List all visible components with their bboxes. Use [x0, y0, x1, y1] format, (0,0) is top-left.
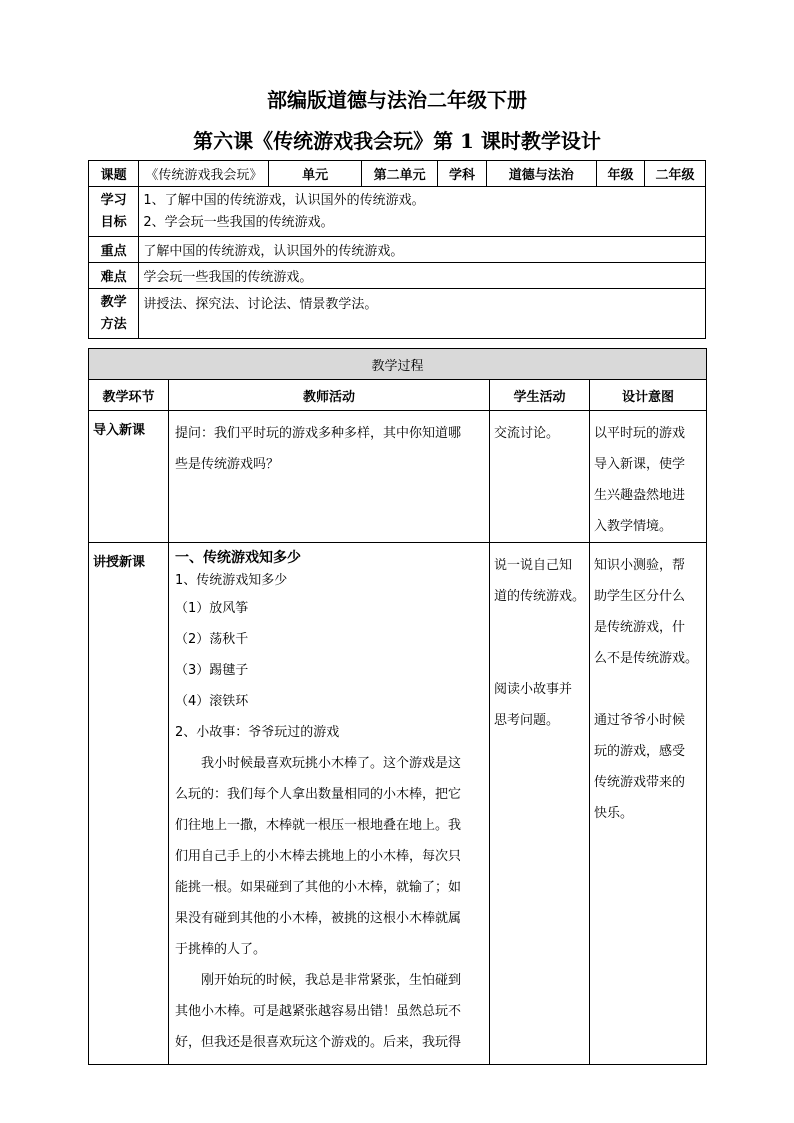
story-line: 好，但我还是很喜欢玩这个游戏的。后来，我玩得	[175, 1035, 462, 1050]
document-title: 部编版道德与法治二年级下册	[267, 88, 527, 112]
goal-item: 1、了解中国的传统游戏，认识国外的传统游戏。	[143, 192, 425, 208]
document-subtitle: 第六课《传统游戏我会玩》第 1 课时教学设计	[193, 129, 601, 153]
story-line: 果没有碰到其他的小木棒，被挑的这根小木棒就属	[175, 911, 462, 926]
story-line: 么玩的：我们每个人拿出数量相同的小木棒，把它	[175, 787, 462, 802]
lecture-intent-line: 传统游戏带来的	[594, 775, 686, 790]
unit-value: 第二单元	[361, 161, 438, 187]
method-label	[89, 289, 139, 339]
lesson-info-table	[88, 160, 706, 339]
lecture-item1: 1、传统游戏知多少	[175, 573, 288, 588]
lecture-intent	[590, 543, 707, 1065]
key-point-label: 重点	[89, 237, 139, 263]
spacer	[594, 674, 702, 705]
lecture-intent-line: 玩的游戏，感受	[594, 744, 686, 759]
intro-intent	[590, 411, 707, 543]
story-line: 我小时候最喜欢玩挑小木棒了。这个游戏是这	[201, 756, 462, 771]
intro-teacher-line: 提问：我们平时玩的游戏多种多样，其中你知道哪	[175, 426, 462, 441]
intro-stage-label: 导入新课	[93, 423, 146, 438]
intro-teacher-line: 些是传统游戏吗？	[175, 457, 280, 472]
story-line: 们用自己手上的小木棒去挑地上的小木棒，每次只	[175, 849, 462, 864]
grade-value: 二年级	[645, 161, 706, 187]
story-line: 能挑一根。如果碰到了其他的小木棒，就输了；如	[175, 880, 462, 895]
key-point-value: 了解中国的传统游戏，认识国外的传统游戏。	[139, 237, 706, 263]
topic-label: 课题	[89, 161, 139, 187]
subject-label: 学科	[438, 161, 486, 187]
teaching-process-table	[88, 348, 707, 1065]
difficulty-label: 难点	[89, 263, 139, 289]
lecture-intent-line: 通过爷爷小时候	[594, 713, 686, 728]
goals-label-line1: 学习	[100, 192, 127, 208]
game-item: （1）放风筝	[175, 601, 249, 616]
col-header-student: 学生活动	[490, 380, 590, 411]
lecture-student	[490, 543, 590, 1065]
lecture-intent-line: 么不是传统游戏。	[594, 651, 699, 666]
goals-value	[139, 187, 706, 237]
lecture-student-line: 说一说自己知	[494, 558, 573, 573]
grade-label: 年级	[596, 161, 644, 187]
lecture-item2: 2、小故事：爷爷玩过的游戏	[175, 725, 340, 740]
lecture-student-line: 道的传统游戏。	[494, 589, 586, 604]
method-label-line1: 教学	[100, 294, 127, 310]
lecture-student-line: 阅读小故事并	[494, 682, 573, 697]
unit-label: 单元	[269, 161, 361, 187]
method-label-line2: 方法	[100, 316, 127, 332]
lecture-heading: 一、传统游戏知多少	[175, 550, 301, 566]
story-line: 于挑棒的人了。	[175, 942, 267, 957]
goals-label	[89, 187, 139, 237]
lecture-stage	[89, 543, 169, 1065]
subject-value: 道德与法治	[486, 161, 596, 187]
lecture-intent-line: 助学生区分什么	[594, 589, 686, 604]
lecture-intent-line: 知识小测验，帮	[594, 558, 686, 573]
intro-student	[490, 411, 590, 543]
lecture-teacher	[169, 543, 490, 1065]
spacer	[494, 612, 585, 674]
intro-student-text: 交流讨论。	[494, 426, 560, 441]
game-item: （3）踢毽子	[175, 663, 249, 678]
process-section-title: 教学过程	[89, 349, 707, 380]
lecture-intent-line: 是传统游戏，什	[594, 620, 686, 635]
col-header-intent: 设计意图	[590, 380, 707, 411]
intro-intent-line: 以平时玩的游戏	[594, 426, 686, 441]
intro-teacher	[169, 411, 490, 543]
intro-intent-line: 导入新课，使学	[594, 457, 686, 472]
difficulty-value: 学会玩一些我国的传统游戏。	[139, 263, 706, 289]
lecture-student-line: 思考问题。	[494, 713, 560, 728]
intro-intent-line: 入教学情境。	[594, 519, 673, 534]
story-line: 其他小木棒。可是越紧张越容易出错！虽然总玩不	[175, 1004, 462, 1019]
intro-stage	[89, 411, 169, 543]
intro-intent-line: 生兴趣盎然地进	[594, 488, 686, 503]
story-line: 们往地上一撒，木棒就一根压一根地叠在地上。我	[175, 818, 462, 833]
col-header-stage: 教学环节	[89, 380, 169, 411]
goal-item: 2、学会玩一些我国的传统游戏。	[143, 214, 334, 230]
topic-value: 《传统游戏我会玩》	[139, 161, 269, 187]
goals-label-line2: 目标	[100, 214, 127, 230]
lecture-intent-line: 快乐。	[594, 806, 634, 821]
lecture-stage-label: 讲授新课	[93, 555, 146, 570]
col-header-teacher: 教师活动	[169, 380, 490, 411]
game-item: （2）荡秋千	[175, 632, 249, 647]
game-item: （4）滚铁环	[175, 694, 249, 709]
story-line: 刚开始玩的时候，我总是非常紧张，生怕碰到	[201, 973, 462, 988]
method-value: 讲授法、探究法、讨论法、情景教学法。	[139, 289, 706, 339]
